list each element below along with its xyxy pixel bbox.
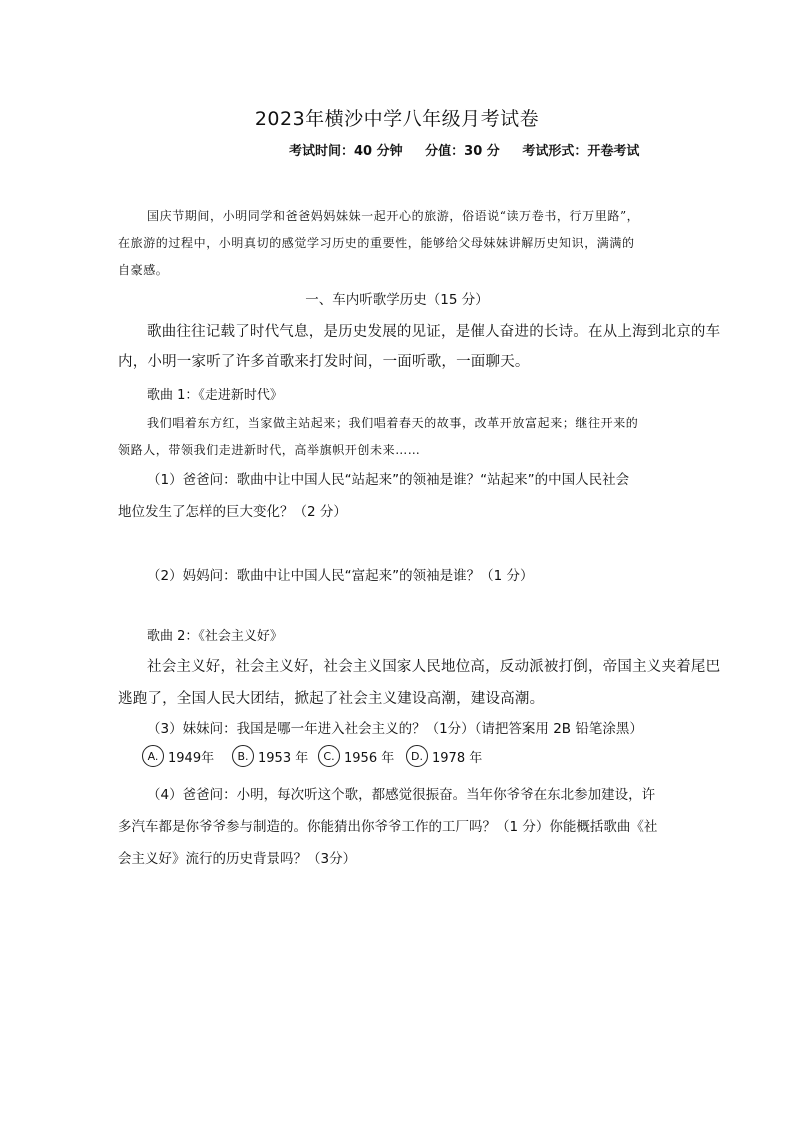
exam-score: 分值：30 分 xyxy=(425,144,500,159)
intro-line-2: 在旅游的过程中，小明真切的感觉学习历史的重要性，能够给父母妹妹讲解历史知识，满满的 xyxy=(118,236,635,250)
song2-title: 歌曲 2：《社会主义好》 xyxy=(147,629,283,644)
question-1-line-1: （1）爸爸问：歌曲中让中国人民“站起来”的领袖是谁？“站起来”的中国人民社会 xyxy=(147,472,630,488)
question-4-line-2: 多汽车都是你爷爷参与制造的。你能猜出你爷爷工作的工厂吗？（1 分）你能概括歌曲《社 xyxy=(118,819,658,835)
option-b-text: 1953 年 xyxy=(258,750,309,766)
question-1-line-2: 地位发生了怎样的巨大变化？（2 分） xyxy=(118,504,347,520)
intro-line-1: 国庆节期间，小明同学和爸爸妈妈妹妹一起开心的旅游，俗语说“读万卷书，行万里路”， xyxy=(147,209,640,223)
option-c-text: 1956 年 xyxy=(344,750,395,766)
exam-time: 考试时间：40 分钟 xyxy=(289,144,403,159)
section-paragraph-line-2: 内，小明一家听了许多首歌来打发时间，一面听歌，一面聊天。 xyxy=(118,354,530,370)
question-4-line-1: （4）爸爸问：小明，每次听这个歌，都感觉很振奋。当年你爷爷在东北参加建设，许 xyxy=(147,787,656,803)
option-a-bubble[interactable]: A. xyxy=(142,745,164,767)
song1-title: 歌曲 1：《走进新时代》 xyxy=(147,388,283,403)
option-d-text: 1978 年 xyxy=(432,750,483,766)
option-c[interactable] xyxy=(318,745,394,767)
option-b-bubble[interactable]: B. xyxy=(232,745,254,767)
intro-line-3: 自豪感。 xyxy=(118,263,169,277)
song2-lyrics-line-1: 社会主义好，社会主义好，社会主义国家人民地位高，反动派被打倒，帝国主义夹着尾巴 xyxy=(147,659,721,675)
question-4-line-3: 会主义好》流行的历史背景吗？（3分） xyxy=(118,851,357,867)
exam-format: 考试形式：开卷考试 xyxy=(522,144,640,159)
option-b[interactable] xyxy=(232,745,308,767)
option-a-text: 1949年 xyxy=(168,750,215,766)
section-heading: 一、车内听歌学历史（15 分） xyxy=(305,292,489,308)
exam-title: 2023年横沙中学八年级月考试卷 xyxy=(254,108,540,130)
option-d[interactable] xyxy=(406,745,482,767)
song1-lyrics-line-1: 我们唱着东方红，当家做主站起来；我们唱着春天的故事，改革开放富起来；继往开来的 xyxy=(147,416,639,430)
option-c-bubble[interactable]: C. xyxy=(318,745,340,767)
exam-meta xyxy=(289,140,657,159)
song1-lyrics-line-2: 领路人，带领我们走进新时代，高举旗帜开创未来…… xyxy=(118,443,421,457)
question-2: （2）妈妈问：歌曲中让中国人民“富起来”的领袖是谁？（1 分） xyxy=(147,568,534,584)
option-d-bubble[interactable]: D. xyxy=(406,745,428,767)
section-paragraph-line-1: 歌曲往往记载了时代气息，是历史发展的见证，是催人奋进的长诗。在从上海到北京的车 xyxy=(147,324,721,340)
question-3: （3）妹妹问：我国是哪一年进入社会主义的？（1分）（请把答案用 2B 铅笔涂黑） xyxy=(147,721,643,737)
option-a[interactable] xyxy=(142,745,214,767)
song2-lyrics-line-2: 逃跑了，全国人民大团结，掀起了社会主义建设高潮，建设高潮。 xyxy=(118,691,545,707)
